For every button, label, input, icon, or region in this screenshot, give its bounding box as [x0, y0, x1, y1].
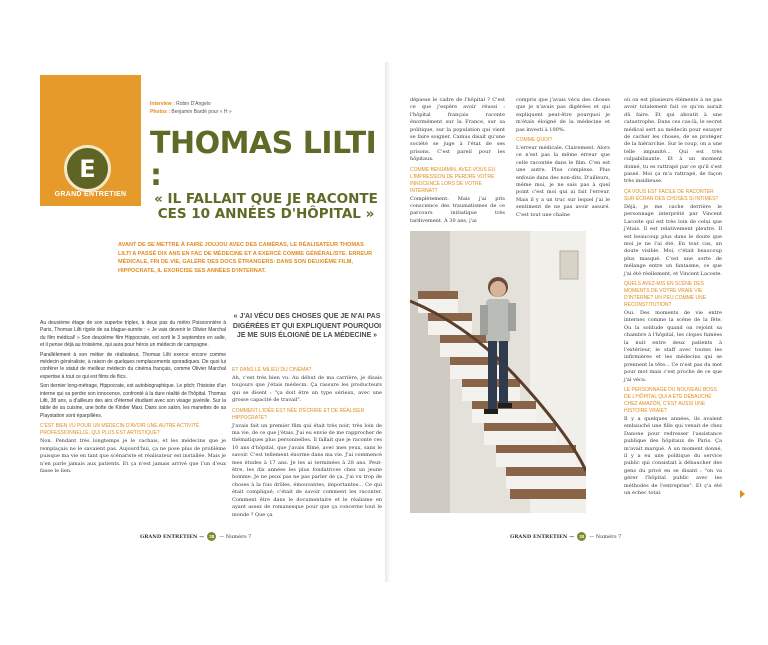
paragraph: où on est plusieurs éléments à ne pas avoir totalement fait ce qu'on aurait dû faire. Et qui aboutit à une catastrophe. Dans ces cas-là, le secret médical sert au médecin pour essayer de cacher les choses, de se protéger de la hiérarchie. Sur le coup, on a une telle impunité... Qui est très culpabilisante. Et à un moment donné, tu es rattrapé par ce qu'il s'est passé. Moi ça m'a rattrapé, de façon très insidieuse. [624, 97, 722, 185]
column-4 [516, 97, 610, 221]
question: COMME BENJAMIN, AVEZ-VOUS EU L'IMPRESSION DE PERDRE VOTRE INNOCENCE LORS DE VOTRE INTERNAT? [410, 166, 496, 194]
section-letter-badge [64, 145, 111, 192]
photos-key: Photos : [150, 109, 170, 115]
question: QUELS AVEZ-MIS EN SCÈNE DES MOMENTS DE VOTRE VRAIE VIE D'INTERNE? UN PEU COMME UNE RECONSTITUTION? [624, 280, 707, 308]
paragraph: Parallèlement à son métier de réalisateur, Thomas Lilti exerce encore comme médecin généraliste, à raison de quelques remplacements sporadiques. De quoi lui conférer le statut de meilleur médecin du cinéma français, comme Olivier Marchal expertise à tout ce qui est films de flics. [40, 351, 226, 380]
folio-brand: GRAND ENTRETIEN — [140, 533, 205, 540]
paragraph: Non. Pendant très longtemps je le cachais, et les médecins que je remplaçais ne le savaient pas. Aujourd'hui, ça ne pose plus de problème puisque ma vie en tant que scénariste et réalisateur est installée. Mais je n'en parle jamais aux patients. Et ça n'est jamais arrivé que l'un d'eux fasse le lien. [40, 438, 226, 474]
question: COMMENT L'IDÉE EST NÉE D'ÉCRIRE ET DE RÉALISER HIPPOCRATE? [232, 407, 365, 421]
paragraph: Il y a quelques années, ils avaient embauché une fille qui venait de chez Danone pour redresser l'assistance publique des hôpitaux de Paris. Ça m'avait marqué. À un moment donné, il y a eu une politique du service public qui consistait à débaucher des gens du privé en se disant : "on va gérer l'hôpital public avec les méthodes de l'entreprise". Et ç'a été un échec total. [624, 416, 722, 497]
question: C'EST BIEN VU POUR UN MÉDECIN D'AVOIR UNE AUTRE ACTIVITÉ PROFESSIONNELLE, QUI PLUS EST ARTISTIQUE? [40, 423, 200, 437]
page-number: 28 [209, 534, 215, 539]
column-2 [232, 364, 382, 521]
paragraph: Oui. Des moments de vie entre internes comme la scène de la fête. Ou la solitude quand on rejoint sa chambre à l'hôpital, les clopes fumées la nuit entre deux patients à l'extérieur, le staff avec toutes les infirmières et les médecins qui se prennent la tête... Ce n'est pas du mot pour mot mais c'est proche de ce que j'ai vécu. [624, 309, 722, 383]
folio-brand: GRAND ENTRETIEN — [510, 533, 575, 540]
paragraph: Complètement. Mais j'ai pris conscience des traumatismes de ce parcours initiatique très tardivement. À 30 ans, j'ai [410, 195, 505, 224]
paragraph: Ah, c'est très bien vu. Au début de ma carrière, je disais toujours que j'étais médecin. Ça rassure les producteurs qui se disent : "ça doit être un type sérieux, avec une grosse capacité de travail". [232, 375, 382, 404]
interview-key: Interview : [150, 101, 175, 107]
title-line-1: THOMAS LILTI : [150, 126, 377, 193]
title-line-3: CES 10 ANNÉES D'HÔPITAL » [157, 206, 375, 222]
credits [150, 100, 232, 116]
question: LE PERSONNAGE DU NOUVEAU BOSS DE L'HÔPITAL QUI A ÉTÉ DÉBAUCHÉ CHEZ AMAZON, C'EST AUSSI UNE HISTOIRE VRAIE? [624, 387, 717, 414]
column-1 [40, 320, 226, 477]
photos-value: Benjamin Bardé pour « H » [171, 109, 232, 115]
article-lede: AVANT DE SE METTRE À FAIRE JOUJOU AVEC DES CAMÉRAS, LE RÉALISATEUR THOMAS LILTI A PASSÉ DIX ANS EN FAC DE MÉDECINE ET A EXERCÉ COMME GÉNÉRALISTE. ERREUR MÉDICALE, FIN DE VIE, GALÈRE DES DOCS ÉTRANGERS: DANS SON DEUXIÈME FILM, HIPPOCRATE, IL EXORCISE SES ANNÉES D'INTERNAT. [118, 242, 373, 274]
folio-issue: — Numéro 7 [219, 533, 252, 540]
article-title [150, 128, 382, 222]
section-label: GRAND ENTRETIEN [54, 191, 127, 198]
section-tab [40, 75, 141, 206]
pull-quote: « J'AI VÉCU DES CHOSES QUE JE N'AI PAS DIGÉRÉES ET QUI EXPLIQUENT POURQUOI JE ME SUIS ÉLOIGNÉ DE LA MÉDECINE » [232, 313, 382, 340]
paragraph: L'erreur médicale. Clairement. Alors ce n'est pas la même erreur que celle racontée dans le film. C'en est une autre. Plus complexe. Plus enfouie dans des non-dits. D'ailleurs, même moi, je ne sais pas à quel point c'est moi qui ai fait l'erreur. Mais il y a un truc sur lequel j'ai le sentiment de ne pas avoir assuré. C'est tout une chaîne [516, 145, 610, 218]
staircase-illustration [410, 231, 586, 513]
question: ET DANS LE MILIEU DU CINÉMA? [232, 367, 312, 373]
paragraph: compris que j'avais vécu des choses que je n'avais pas digérées et qui expliquent peut-être pourquoi je m'étais éloigné de la médecine et pas investi à 100%. [516, 97, 610, 133]
paragraph: J'avais fait un premier film qui était très noir, très loin de ma vie, de ce que j'étais. J'ai eu envie de me rapprocher de thématiques plus personnelles. Il fallait que je raconte ces 10 ans d'hôpital, que j'avais filmé, avec mes yeux, sans le savoir. C'est tellement énorme dans ma vie. J'ai commencé mes études à 17 ans. Je les ai terminées à 28 ans. Peut-être, les dix années les plus fondatrices chez un jeune homme. Je ne peux pas ne pas parler de ça. J'ai vu trop de choses à la fois drôles, émouvantes, importantes... Ce qui était compliqué, c'était de savoir comment les raconter. Comment être dans le documentaire et le réalisme en ayant assez de romanesque pour que ça concerne tout le monde ? Que ça [232, 422, 382, 518]
title-line-2: « IL FALLAIT QUE JE RACONTE [154, 191, 378, 207]
paragraph: Déjà, je me cache derrière le personnage interprété par Vincent Lacoste qui est très loin de celui que j'étais. Il est relativement pleutre. Il est beaucoup plus dans le doute que moi je ne l'ai été. En tout cas, un doute visible. Moi, c'était beaucoup plus masqué. C'est une sorte de mélange entre un fantasme, ce que j'ai été réellement, et Vincent Lacoste. [624, 203, 722, 277]
interview-value: Robin D'Angelo [176, 101, 211, 107]
folio-issue: — Numéro 7 [589, 533, 622, 540]
column-3 [410, 97, 505, 227]
page-spine [385, 62, 392, 582]
paragraph: Au deuxième étage de son superbe triplex, à deux pas du métro Poissonnière à Paris, Thomas Lilti rigole de sa blague-surnite : « Je vais devenir le Olivier Marchal du film médical! » Son deuxième film Hippocrate, est sorti le 3 septembre en salle, et il pense déjà au troisième, qui aura pour héros un médecin de campagne. [40, 320, 226, 349]
paragraph: Son dernier long-métrage, Hippocrate, est autobiographique. Le pitch: l'histoire d'un interne qui va perdre son innocence, confronté à la dure réalité de l'hôpital. Thomas Lilti, 38 ans, a d'ailleurs des airs d'éternel étudiant avec son visage juvénile. Sur la table de sa cuisine, une boîte de Kinder Maxi. Dans son salon, les manettes de sa Playstation sont éparpillées. [40, 383, 226, 419]
section-letter: E [79, 154, 96, 183]
next-page-arrow-icon[interactable] [740, 490, 745, 498]
folio-right [510, 532, 621, 541]
folio-left [140, 532, 251, 541]
question: COMME QUOI? [516, 137, 553, 144]
paragraph: dépasse le cadre de l'hôpital ? C'est ce que j'espère avoir réussi : l'hôpital français raconte énormément sur la France, sur sa politique, sur la population qui vient se faire soigner. Camus disait qu'une société se juge à l'état de ses prisons. C'est pareil pour les hôpitaux. [410, 97, 505, 163]
portrait-photo [410, 231, 586, 513]
question: ÇA VOUS EST FACILE DE RACONTER SUR ÉCRAN DES CHOSES SI INTIMES? [624, 188, 719, 202]
page-number: 30 [579, 534, 585, 539]
column-5 [624, 97, 722, 499]
